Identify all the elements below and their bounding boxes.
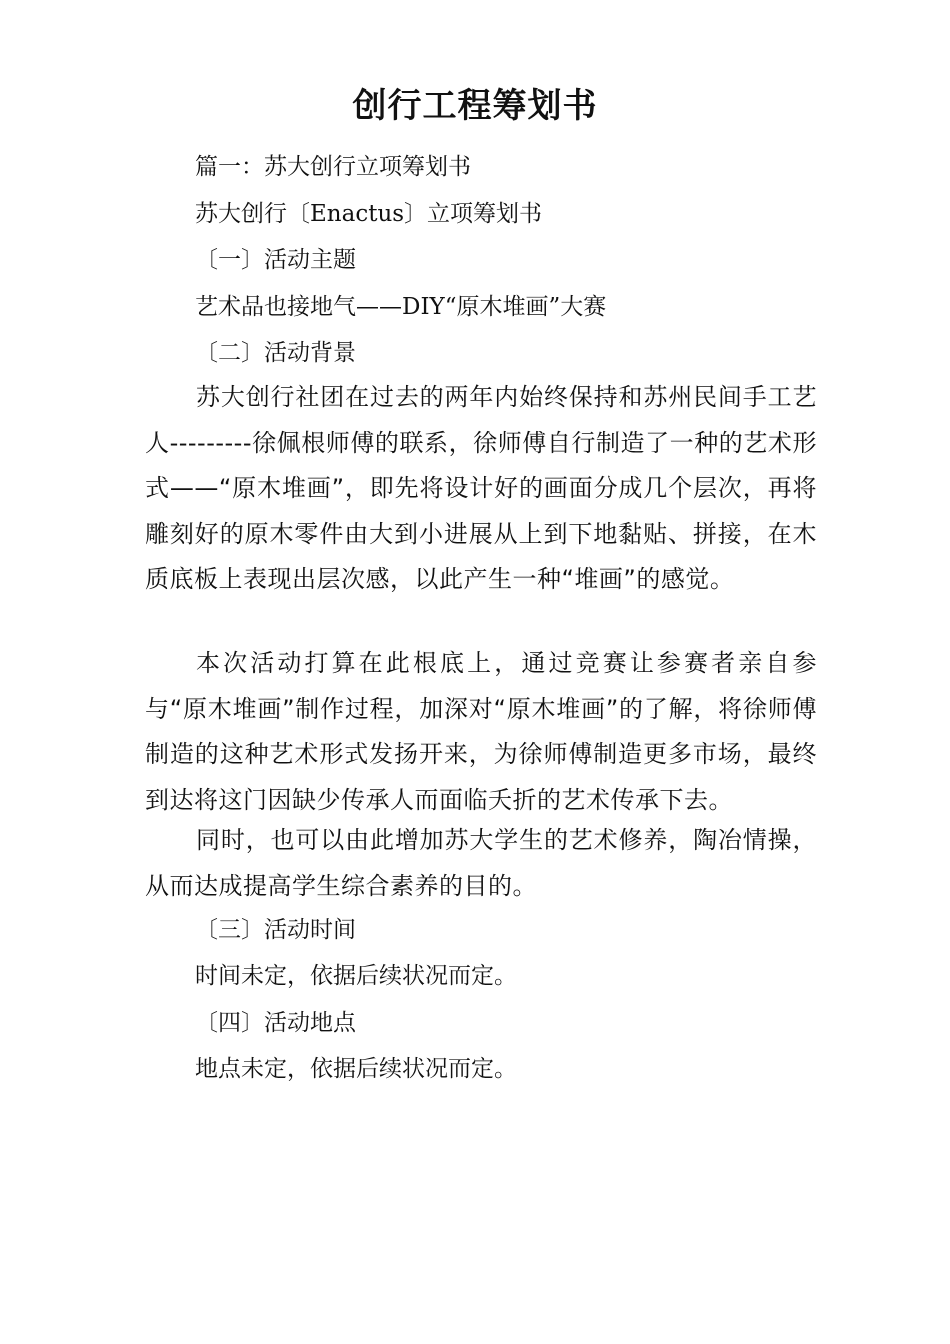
background-paragraph-2: 本次活动打算在此根底上，通过竞赛让参赛者亲自参与“原木堆画”制作过程，加深对“原木堆画”的了解，将徐师傅制造的这种艺术形式发扬开来，为徐师傅制造更多市场，最终到达将这门因缺少传承人而面临夭折的艺术传承下去。 xyxy=(145,649,817,814)
section-2-heading: 〔二〕活动背景 xyxy=(195,340,356,366)
document-title: 创行工程筹划书 xyxy=(352,86,598,126)
background-paragraph-1: 苏大创行社团在过去的两年内始终保持和苏州民间手工艺人---------徐佩根师傅的联系，徐师傅自行制造了一种的艺术形式——“原木堆画”，即先将设计好的画面分成几个层次，再将雕刻好的原木零件由大到小进展从上到下地黏贴、拼接，在木质底板上表现出层次感，以此产生一种“堆画”的感觉。 xyxy=(145,383,817,593)
subtitle-project-plan: 苏大创行〔Enactus〕立项筹划书 xyxy=(195,201,543,227)
section-4-text: 地点未定，依据后续状况而定。 xyxy=(195,1056,517,1082)
section-3-text: 时间未定，依据后续状况而定。 xyxy=(195,963,517,989)
section-1-heading: 〔一〕活动主题 xyxy=(195,247,356,273)
subtitle-part-one: 篇一：苏大创行立项筹划书 xyxy=(195,154,471,180)
section-1-text: 艺术品也接地气——DIY“原木堆画”大赛 xyxy=(195,294,607,320)
background-paragraph-3: 同时，也可以由此增加苏大学生的艺术修养，陶冶情操， 从而达成提高学生综合素养的目的。 xyxy=(145,826,817,900)
section-4-heading: 〔四〕活动地点 xyxy=(195,1010,356,1036)
section-3-heading: 〔三〕活动时间 xyxy=(195,917,356,943)
